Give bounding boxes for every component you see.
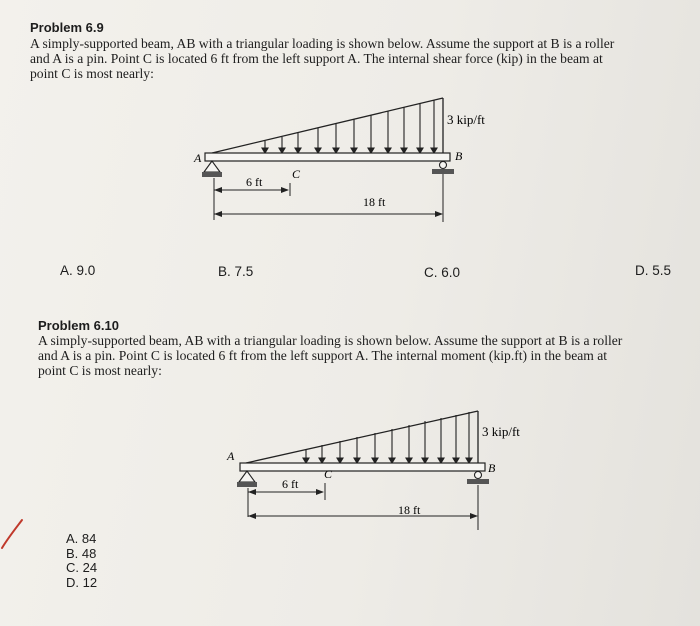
dimension-label-18ft: 18 ft: [363, 195, 386, 209]
choice-item: B. 48: [66, 545, 97, 561]
dimension-label-18ft: 18 ft: [398, 503, 421, 517]
choice-item: D. 12: [66, 574, 98, 590]
load-intensity-label: 3 kip/ft: [482, 424, 520, 439]
dimension-arrowhead: [248, 489, 256, 495]
ground-hatch-a: [237, 482, 257, 487]
ground-hatch-b: [467, 479, 489, 484]
label-a: A: [194, 151, 202, 165]
choice-list-6-10: [66, 532, 97, 590]
roller-support-b: [475, 472, 482, 479]
dimension-arrowhead: [316, 489, 324, 495]
label-b: B: [488, 461, 496, 475]
problem-text-line: and A is a pin. Point C is located 6 ft from the left support A. The internal moment (kip.ft) in the beam at: [38, 348, 608, 363]
label-a: A: [227, 449, 235, 463]
problem-text-line: A simply-supported beam, AB with a triangular loading is shown below. Assume the support at B is a roller: [30, 36, 615, 51]
problem-title-6-10: Problem 6.10: [38, 318, 119, 333]
choice-b: B. 7.5: [218, 264, 254, 279]
choice-item: A. 84: [66, 531, 97, 546]
problem-text-line: point C is most nearly:: [38, 363, 162, 378]
dimension-label-6ft: 6 ft: [246, 175, 263, 189]
dimension-arrowhead: [470, 513, 478, 519]
beam: [240, 463, 485, 471]
load-slope-line: [246, 411, 478, 463]
problem-text-line: A simply-supported beam, AB with a triangular loading is shown below. Assume the support at B is a roller: [38, 333, 623, 348]
choice-d: D. 5.5: [635, 263, 672, 278]
pen-mark: [2, 520, 22, 548]
label-c: C: [324, 467, 333, 481]
choice-a: A. 9.0: [60, 263, 96, 278]
problem-text-line: point C is most nearly:: [30, 66, 154, 81]
choice-item: C. 24: [66, 560, 98, 575]
load-arrows: [303, 412, 472, 463]
problem-title-6-9: Problem 6.9: [30, 20, 104, 35]
load-intensity-label: 3 kip/ft: [447, 112, 485, 127]
dimension-arrowhead: [248, 513, 256, 519]
label-b: B: [455, 149, 463, 163]
choice-c: C. 6.0: [424, 265, 461, 280]
pin-support-a: [239, 471, 255, 482]
label-c: C: [292, 167, 301, 181]
dimension-label-6ft: 6 ft: [282, 477, 299, 491]
problem-text-line: and A is a pin. Point C is located 6 ft from the left support A. The internal shear force (kip) in the beam at: [30, 51, 603, 66]
